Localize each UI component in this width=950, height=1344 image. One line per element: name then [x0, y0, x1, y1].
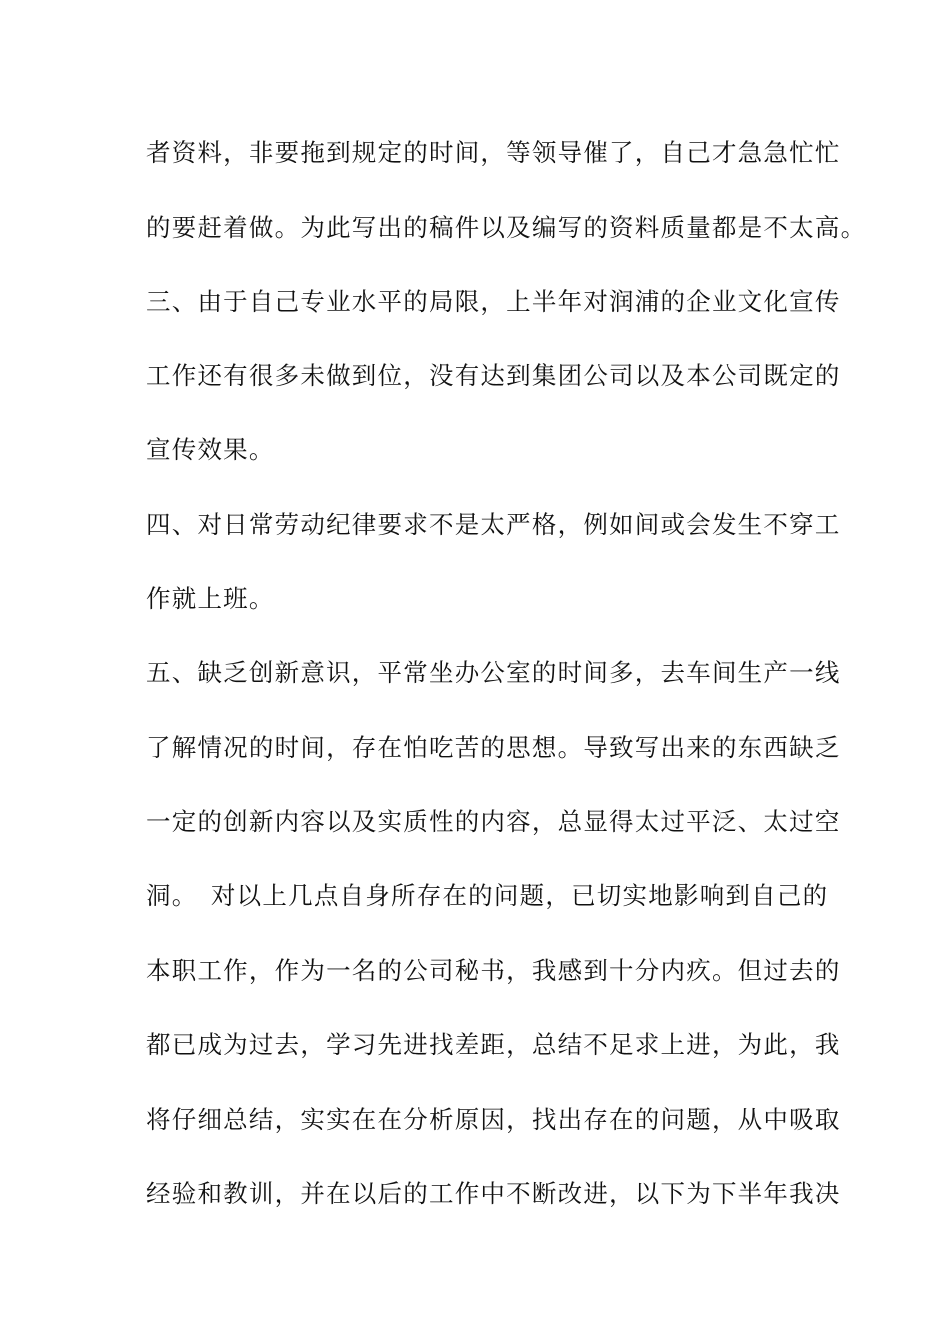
- text-line: 的要赶着做。为此写出的稿件以及编写的资料质量都是不太高。: [146, 213, 867, 242]
- text-line: 将仔细总结，实实在在分析原因，找出存在的问题，从中吸取: [146, 1105, 841, 1134]
- text-line: 工作还有很多未做到位，没有达到集团公司以及本公司既定的: [146, 361, 841, 390]
- text-line: 一定的创新内容以及实质性的内容，总显得太过平泛、太过空: [146, 807, 841, 836]
- text-line: 宣传效果。: [146, 435, 275, 464]
- text-line: 作就上班。: [146, 584, 275, 613]
- text-line: 本职工作，作为一名的公司秘书，我感到十分内疚。但过去的: [146, 956, 841, 985]
- text-line: 都已成为过去，学习先进找差距，总结不足求上进，为此，我: [146, 1030, 841, 1059]
- text-line: 四、对日常劳动纪律要求不是太严格，例如间或会发生不穿工: [146, 510, 841, 539]
- text-line: 者资料，非要拖到规定的时间，等领导催了，自己才急急忙忙: [146, 138, 841, 167]
- text-line: 经验和教训，并在以后的工作中不断改进，以下为下半年我决: [146, 1179, 841, 1208]
- text-line: 了解情况的时间，存在怕吃苦的思想。导致写出来的东西缺乏: [146, 733, 841, 762]
- text-line: 五、缺乏创新意识，平常坐办公室的时间多，去车间生产一线: [146, 658, 841, 687]
- text-line: 洞。 对以上几点自身所存在的问题，已切实地影响到自己的: [146, 881, 829, 910]
- text-line: 三、由于自己专业水平的局限，上半年对润浦的企业文化宣传: [146, 287, 841, 316]
